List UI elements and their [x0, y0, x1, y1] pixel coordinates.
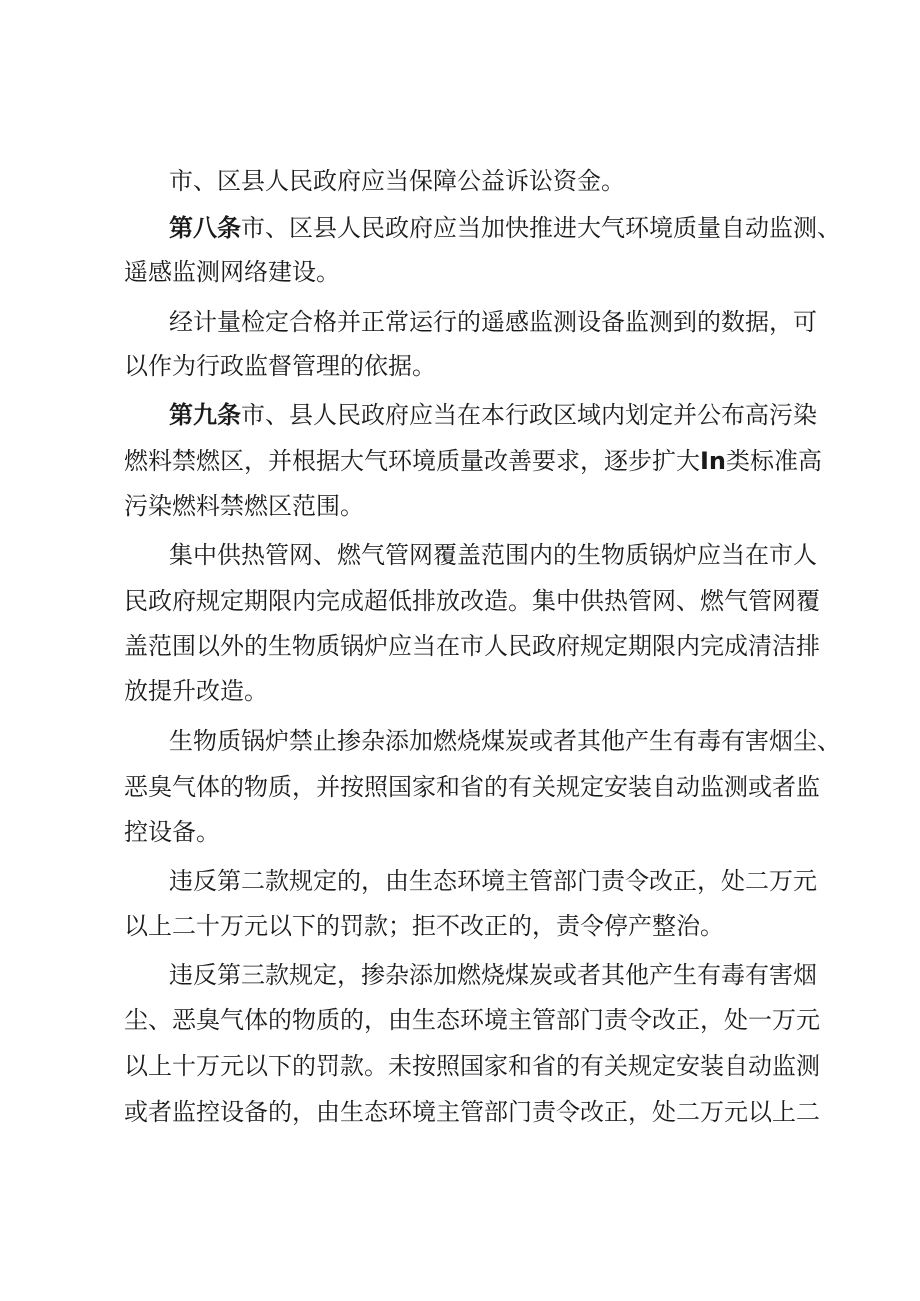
- text-line: [124, 346, 436, 386]
- text-line: [124, 441, 823, 481]
- text-run: 污染燃料禁燃区范围。: [124, 492, 364, 520]
- text-line: [124, 767, 820, 807]
- text-run: 违反第二款规定的，由生态环境主管部门责令改正，处二万元: [169, 867, 817, 895]
- text-run: 恶臭气体的物质，并按照国家和省的有关规定安装自动监测或者监: [124, 773, 820, 801]
- text-run: 集中供热管网、燃气管网覆盖范围内的生物质锅炉应当在市人: [169, 541, 817, 569]
- text-line: [169, 721, 841, 761]
- text-run: 市、县人民政府应当在本行政区域内划定并公布高污染: [241, 401, 817, 429]
- text-run: 盖范围以外的生物质锅炉应当在市人民政府规定期限内完成清洁排: [124, 632, 820, 660]
- text-line: [124, 671, 268, 711]
- text-run: 经计量检定合格并正常运行的遥感监测设备监测到的数据，可: [169, 308, 817, 336]
- text-line: [124, 1092, 820, 1132]
- text-run: 民政府规定期限内完成超低排放改造。集中供热管网、燃气管网覆: [124, 587, 820, 615]
- text-run: 或者监控设备的，由生态环境主管部门责令改正，处二万元以上二: [124, 1098, 820, 1126]
- text-line: [124, 252, 340, 292]
- text-run: 以上十万元以下的罚款。未按照国家和省的有关规定安装自动监测: [124, 1052, 820, 1080]
- text-run: 遥感监测网络建设。: [124, 258, 340, 286]
- text-line: [169, 395, 817, 435]
- text-line: [169, 208, 841, 248]
- article-heading: 第九条: [169, 401, 241, 429]
- text-run: 类标准高: [726, 447, 823, 475]
- text-line: [124, 626, 820, 666]
- text-line: [124, 1046, 820, 1086]
- text-run: 以作为行政监督管理的依据。: [124, 352, 436, 380]
- text-line: [169, 161, 625, 201]
- text-line: [124, 486, 364, 526]
- text-line: [124, 1000, 820, 1040]
- text-run: 违反第三款规定，掺杂添加燃烧煤炭或者其他产生有毒有害烟: [169, 961, 817, 989]
- text-run: 放提升改造。: [124, 677, 268, 705]
- article-heading: 第八条: [169, 214, 241, 242]
- text-line: [169, 302, 817, 342]
- text-run: 生物质锅炉禁止掺杂添加燃烧煤炭或者其他产生有毒有害烟尘、: [169, 727, 841, 755]
- text-line: [169, 955, 817, 995]
- text-run: 燃料禁燃区，并根据大气环境质量改善要求，逐步扩大: [124, 447, 700, 475]
- text-run: 尘、恶臭气体的物质的，由生态环境主管部门责令改正，处一万元: [124, 1006, 820, 1034]
- text-run: 以上二十万元以下的罚款；拒不改正的，责令停产整治。: [124, 912, 724, 940]
- text-line: [124, 581, 820, 621]
- text-line: [169, 861, 817, 901]
- text-line: [124, 812, 220, 852]
- text-line: [169, 535, 817, 575]
- text-line: [124, 906, 724, 946]
- text-run: 市、区县人民政府应当加快推进大气环境质量自动监测、: [241, 214, 841, 242]
- text-run: In: [700, 447, 727, 475]
- text-run: 市、区县人民政府应当保障公益诉讼资金。: [169, 167, 625, 195]
- text-run: 控设备。: [124, 818, 220, 846]
